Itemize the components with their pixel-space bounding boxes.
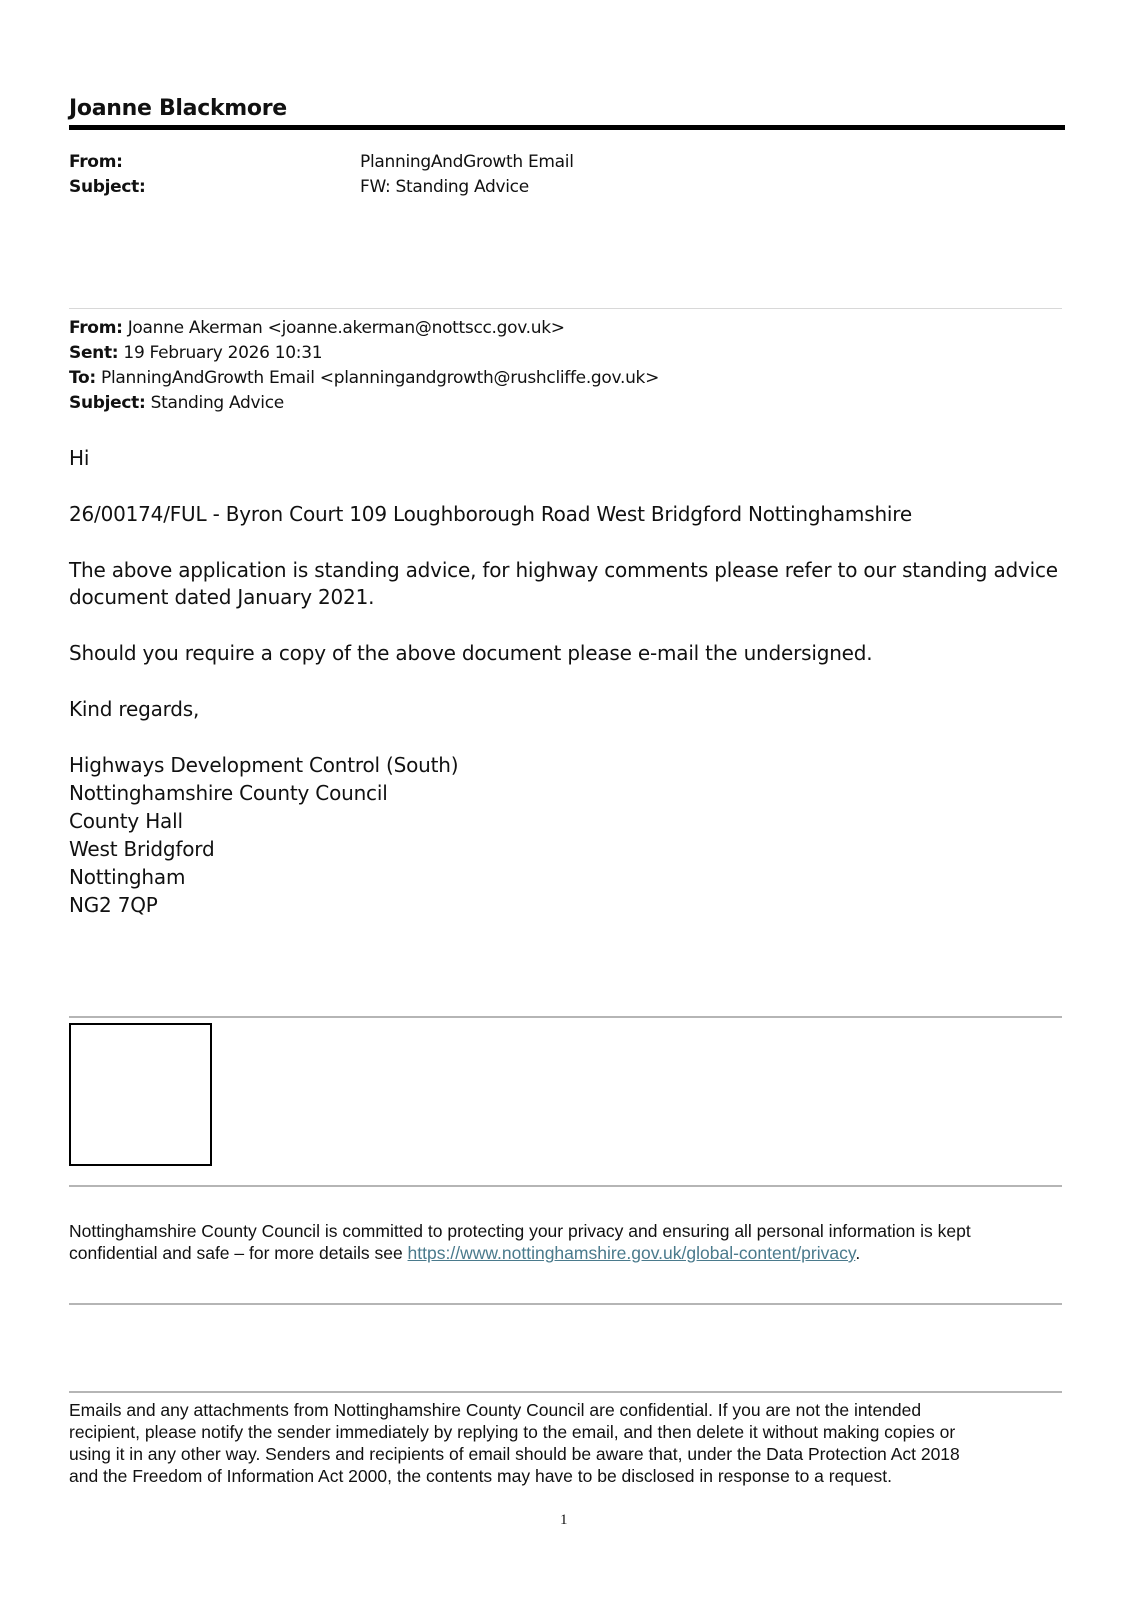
header-subject-value: FW: Standing Advice bbox=[360, 177, 529, 197]
forwarded-sent-value: 19 February 2026 10:31 bbox=[123, 343, 323, 363]
application-reference: 26/00174/FUL - Byron Court 109 Loughborough Road West Bridgford Nottinghamshire bbox=[69, 502, 912, 526]
footer-divider-privacy bbox=[69, 1185, 1062, 1187]
forwarded-divider bbox=[69, 308, 1062, 309]
forwarded-subject bbox=[69, 393, 284, 413]
header-from-value: PlanningAndGrowth Email bbox=[360, 152, 574, 172]
privacy-notice bbox=[69, 1220, 1059, 1264]
signature-line: NG2 7QP bbox=[69, 893, 158, 917]
privacy-end: . bbox=[855, 1243, 861, 1263]
body-paragraph-1-line-2: document dated January 2021. bbox=[69, 585, 375, 609]
forwarded-sent-label: Sent: bbox=[69, 343, 119, 363]
forwarded-from-value: Joanne Akerman <joanne.akerman@nottscc.gov.uk> bbox=[127, 318, 565, 338]
disclaimer-line: using it in any other way. Senders and recipients of email should be aware that, under the Data Protection Act 2018 bbox=[69, 1444, 960, 1464]
body-paragraph-1-line-1: The above application is standing advice, for highway comments please refer to our standing advice bbox=[69, 558, 1058, 582]
forwarded-to-label: To: bbox=[69, 368, 96, 388]
disclaimer-line: and the Freedom of Information Act 2000, the contents may have to be disclosed in response to a request. bbox=[69, 1466, 892, 1486]
header-subject-label: Subject: bbox=[69, 177, 146, 197]
forwarded-from-label: From: bbox=[69, 318, 123, 338]
signature-line: Nottingham bbox=[69, 865, 186, 889]
disclaimer-line: Emails and any attachments from Nottinghamshire County Council are confidential. If you are not the intended bbox=[69, 1400, 922, 1420]
privacy-link[interactable]: https://www.nottinghamshire.gov.uk/global-content/privacy bbox=[407, 1243, 856, 1263]
logo-image-placeholder bbox=[69, 1023, 212, 1166]
header-divider bbox=[69, 125, 1065, 130]
forwarded-to-value: PlanningAndGrowth Email <planningandgrowth@rushcliffe.gov.uk> bbox=[101, 368, 660, 388]
forwarded-subject-value: Standing Advice bbox=[150, 393, 284, 413]
sign-off: Kind regards, bbox=[69, 697, 200, 721]
signature-line: Nottinghamshire County Council bbox=[69, 781, 388, 805]
document-author: Joanne Blackmore bbox=[69, 96, 287, 121]
disclaimer-line: recipient, please notify the sender immediately by replying to the email, and then delete it without making copies or bbox=[69, 1422, 956, 1442]
footer-divider-middle bbox=[69, 1303, 1062, 1305]
greeting: Hi bbox=[69, 446, 90, 470]
signature-line: Highways Development Control (South) bbox=[69, 753, 459, 777]
privacy-text: Nottinghamshire County Council is committed to protecting your privacy and ensuring all personal information is kept confidential and safe – for more details see bbox=[69, 1221, 971, 1263]
header-from-label: From: bbox=[69, 152, 123, 172]
footer-divider-disclaimer bbox=[69, 1391, 1062, 1393]
forwarded-to bbox=[69, 368, 659, 388]
forwarded-from bbox=[69, 318, 565, 338]
signature-line: County Hall bbox=[69, 809, 183, 833]
signature-line: West Bridgford bbox=[69, 837, 215, 861]
forwarded-subject-label: Subject: bbox=[69, 393, 146, 413]
forwarded-sent bbox=[69, 343, 322, 363]
footer-divider-top bbox=[69, 1016, 1062, 1018]
body-paragraph-2: Should you require a copy of the above document please e-mail the undersigned. bbox=[69, 641, 873, 665]
page-number: 1 bbox=[560, 1512, 568, 1528]
